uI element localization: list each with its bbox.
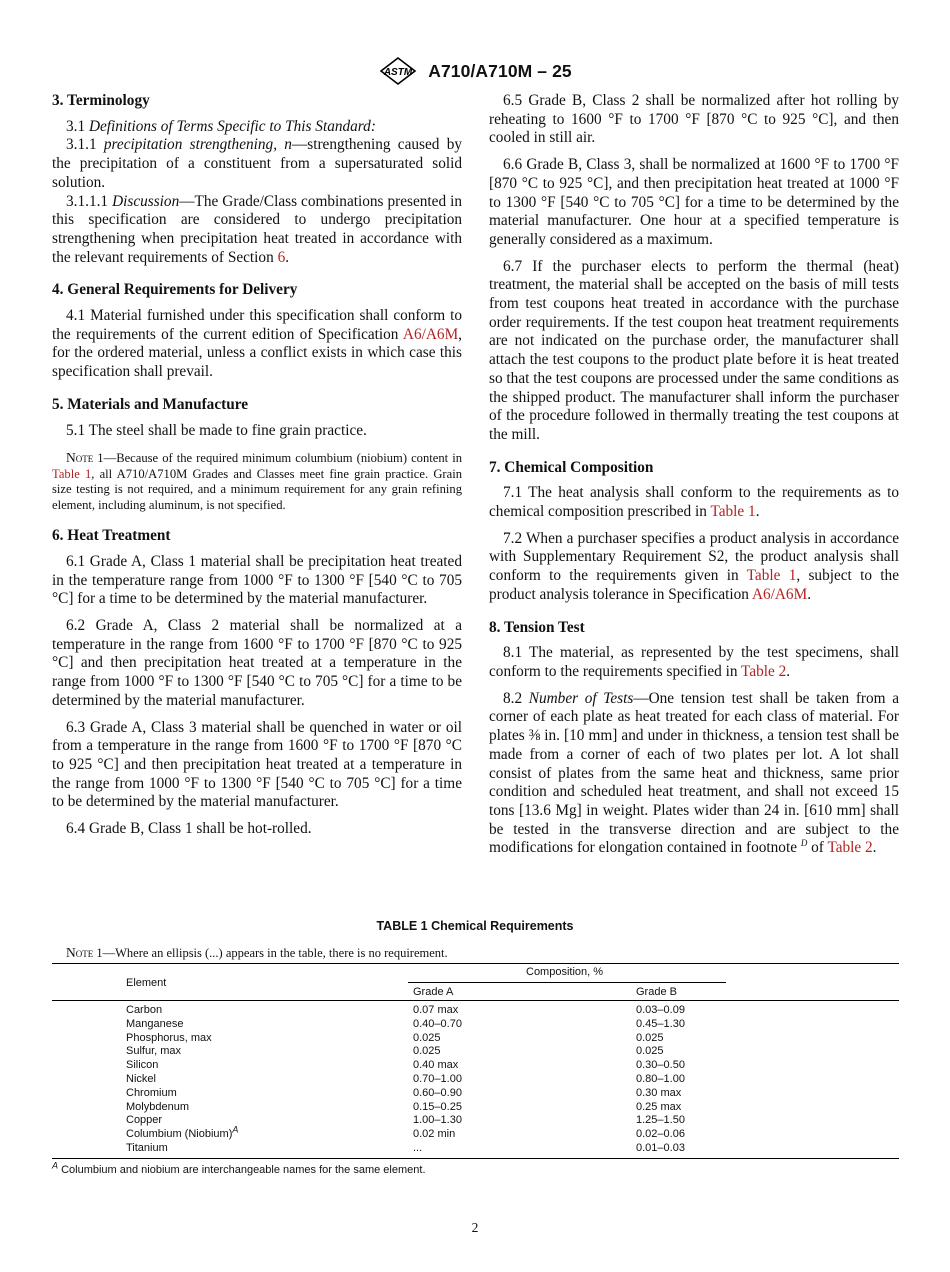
table-2-link[interactable]: Table 2 (741, 662, 787, 680)
table-cell-grade-a: 0.70–1.00 (413, 1073, 462, 1085)
table-cell-element: Titanium (126, 1142, 168, 1154)
para-6-4: 6.4 Grade B, Class 1 shall be hot-rolled. (66, 820, 312, 838)
table-cell-grade-b: 0.25 max (636, 1100, 682, 1113)
standard-designation: A710/A710M – 25 (428, 60, 572, 81)
col-header-element: Element (126, 977, 167, 989)
table-cell-grade-a: 0.60–0.90 (413, 1086, 462, 1099)
table-cell-element: Columbium (Niobium)$^A$ (126, 1124, 239, 1141)
table-cell-element: Sulfur, max (126, 1045, 182, 1058)
para-6-7: 6.7 If the purchaser elects to perform the thermal (heat) treatment, the material shall be accepted on the basis of mill tests from test coupons heat treated in accordance with the purchase order requirements. If the test coupon heat treatment requirements are not indicated on the purchase order, the manufacturer shall attach the test coupons to the product plate before it is heat treated so that the test coupons are processed under the same conditions as the shipped product. The manufacturer shall inform the purchaser of the procedure followed in thermally treating the test coupons at the mill. (489, 257, 899, 443)
table-cell-element: Silicon (126, 1059, 159, 1072)
table-cell-grade-b: 0.80–1.00 (636, 1073, 685, 1085)
svg-text:ASTM: ASTM (384, 67, 413, 78)
a6-link[interactable]: A6/A6M (402, 325, 459, 343)
table-cell-element: Phosphorus, max (126, 1031, 212, 1044)
col-header-composition: Composition, % (526, 966, 604, 978)
section-5-title: 5. Materials and Manufacture (52, 395, 249, 413)
table-cell-element: Manganese (126, 1017, 184, 1030)
para-4-1: 4.1 Material furnished under this specification shall conform to the requirements of the current edition of Specification A6/A6M, for the ordered material, unless a conflict exists in which case this specification shall prevail. (52, 307, 462, 381)
para-8-2: 8.2 Number of Tests—One tension test shall be taken from a corner of each plate as heat treated for each class of material. For plates ⅜ in. [10 mm] and under in thickness, a tension test shall be made from a corner of each of two plates per lot. A lot shall consist of plates from the same heat and thickness, same prior condition and scheduled heat treatment, and shall not exceed 15 tons [13.6 Mg] in weight. Plates wider than 24 in. [610 mm] shall be tested in the transverse direction and are subject to the modifications for elongation contained in footnote $^D$ of Table 2. (489, 689, 900, 857)
section-4-title: 4. General Requirements for Delivery (52, 281, 298, 299)
astm-logo-icon (378, 56, 418, 86)
table-top-rule (52, 963, 899, 964)
para-6-6: 6.6 Grade B, Class 3, shall be normalized at 1600 °F to 1700 °F [870 °C to 925 °C], and then precipitation heat treated at 1000 °F to 1300 °F [540 °C to 705 °C] for a time to be determined by the material manufacturer. One hour at a specified temperature is generally considered as a maximum. (489, 156, 899, 248)
page-number: 2 (471, 1220, 479, 1235)
table-note: Note 1—Where an ellipsis (...) appears in the table, there is no requirement. (66, 945, 448, 960)
table-cell-grade-a: 0.40–0.70 (413, 1017, 462, 1030)
para-7-2: 7.2 When a purchaser specifies a product analysis in accordance with Supplementary Requirement S2, the product analysis shall conform to the requirements given in Table 1, subject to the product analysis tolerance in Specification A6/A6M. (489, 529, 899, 603)
para-6-5: 6.5 Grade B, Class 2 shall be normalized after hot rolling by reheating to 1600 °F to 1700 °F [870 °C to 925 °C], and then cooled in still air. (489, 92, 899, 147)
table-cell-grade-a: 0.15–0.25 (413, 1100, 462, 1113)
table-cell-grade-b: 0.025 (636, 1045, 664, 1058)
composition-rule (408, 982, 726, 983)
left-column (52, 92, 462, 847)
table-cell-grade-a: ... (413, 1142, 423, 1154)
para-5-1: 5.1 The steel shall be made to fine grain practice. (66, 421, 367, 439)
para-3-1-1-1: 3.1.1.1 Discussion—The Grade/Class combinations presented in this specification are considered to undergo precipitation strengthening when precipitation heat treated in accordance with the relevant requirements of Section 6. (52, 192, 462, 266)
table-cell-grade-b: 0.30 max (636, 1086, 682, 1099)
para-3-1: 3.1 Definitions of Terms Specific to This Standard: (66, 117, 376, 135)
table-cell-grade-b: 0.03–0.09 (636, 1004, 685, 1016)
para-6-3: 6.3 Grade A, Class 3 material shall be quenched in water or oil from a temperature in the range from 1600 °F to 1700 °F [870 °C to 925 °C] and then precipitation heat treated at a temperature in the range from 1000 °F to 1300 °F [540 °C to 705 °C] for a time to be determined by the material manufacturer. (52, 718, 462, 811)
table-cell-grade-a: 0.025 (413, 1031, 441, 1044)
table-cell-element: Molybdenum (126, 1100, 189, 1113)
section-8-title: 8. Tension Test (489, 618, 585, 636)
section-3-title: 3. Terminology (52, 92, 150, 109)
table-cell-grade-a: 0.40 max (413, 1059, 459, 1072)
header-bottom-rule (52, 1000, 899, 1001)
table-title: TABLE 1 Chemical Requirements (376, 919, 574, 933)
para-6-1: 6.1 Grade A, Class 1 material shall be precipitation heat treated in the temperature range from 1000 °F to 1300 °F [540 °C to 705 °C] for a time to be determined by the material manufacturer. (52, 552, 462, 608)
table-bottom-rule (52, 1158, 899, 1159)
table-cell-element: Nickel (126, 1073, 156, 1085)
para-6-2: 6.2 Grade A, Class 2 material shall be normalized at a temperature in the range from 1600 °F to 1700 °F [870 °C to 925 °C] and then precipitation heat treated at a temperature in the range from 1000 °F to 1300 °F [540 °C to 705 °C] for a time to be determined by the material manufacturer. (52, 617, 462, 709)
table-cell-grade-a: 1.00–1.30 (413, 1114, 462, 1127)
table-cell-grade-b: 0.30–0.50 (636, 1059, 685, 1072)
col-header-grade-b: Grade B (636, 986, 677, 998)
para-8-1: 8.1 The material, as represented by the test specimens, shall conform to the requirements specified in Table 2. (489, 644, 899, 680)
col-header-grade-a: Grade A (413, 986, 454, 998)
a6-link[interactable]: A6/A6M (751, 585, 808, 603)
table-cell-grade-b: 0.02–0.06 (636, 1128, 685, 1141)
table-cell-element: Carbon (126, 1004, 163, 1016)
table-cell-grade-a: 0.025 (413, 1045, 441, 1058)
para-3-1-1: 3.1.1 precipitation strengthening, n—strengthening caused by the precipitation of a constituent from a supersaturated solid solution. (52, 136, 462, 191)
para-7-1: 7.1 The heat analysis shall conform to the requirements as to chemical composition prescribed in Table 1. (489, 484, 899, 521)
section-6-link[interactable]: 6 (277, 248, 286, 266)
table-2-link[interactable]: Table 2 (827, 839, 873, 857)
table-cell-grade-b: 1.25–1.50 (636, 1114, 685, 1127)
section-7-title: 7. Chemical Composition (489, 458, 654, 476)
section-6-title: 6. Heat Treatment (52, 527, 171, 545)
table-1-link[interactable]: Table 1 (52, 466, 92, 481)
table-cell-grade-a: 0.02 min (413, 1128, 456, 1141)
table-footnote: $^A$ Columbium and niobium are interchangeable names for the same element. (52, 1160, 426, 1176)
page-header (0, 56, 950, 86)
table-cell-grade-b: 0.45–1.30 (636, 1017, 685, 1030)
table-cell-element: Chromium (126, 1086, 177, 1099)
table-cell-grade-a: 0.07 max (413, 1004, 459, 1016)
table-1-link[interactable]: Table 1 (746, 567, 797, 585)
table-cell-grade-b: 0.025 (636, 1031, 664, 1044)
table-cell-grade-b: 0.01–0.03 (636, 1142, 685, 1154)
note-1: Note 1—Because of the required minimum columbium (niobium) content in Table 1, all A710/A710M Grades and Classes meet fine grain practice. Grain size testing is not required, and a minimum requirement for any grain refining element, including aluminum, is not specified. (52, 450, 462, 512)
table-cell-element: Copper (126, 1114, 163, 1127)
right-column (489, 92, 899, 866)
table-1-link[interactable]: Table 1 (710, 503, 756, 521)
